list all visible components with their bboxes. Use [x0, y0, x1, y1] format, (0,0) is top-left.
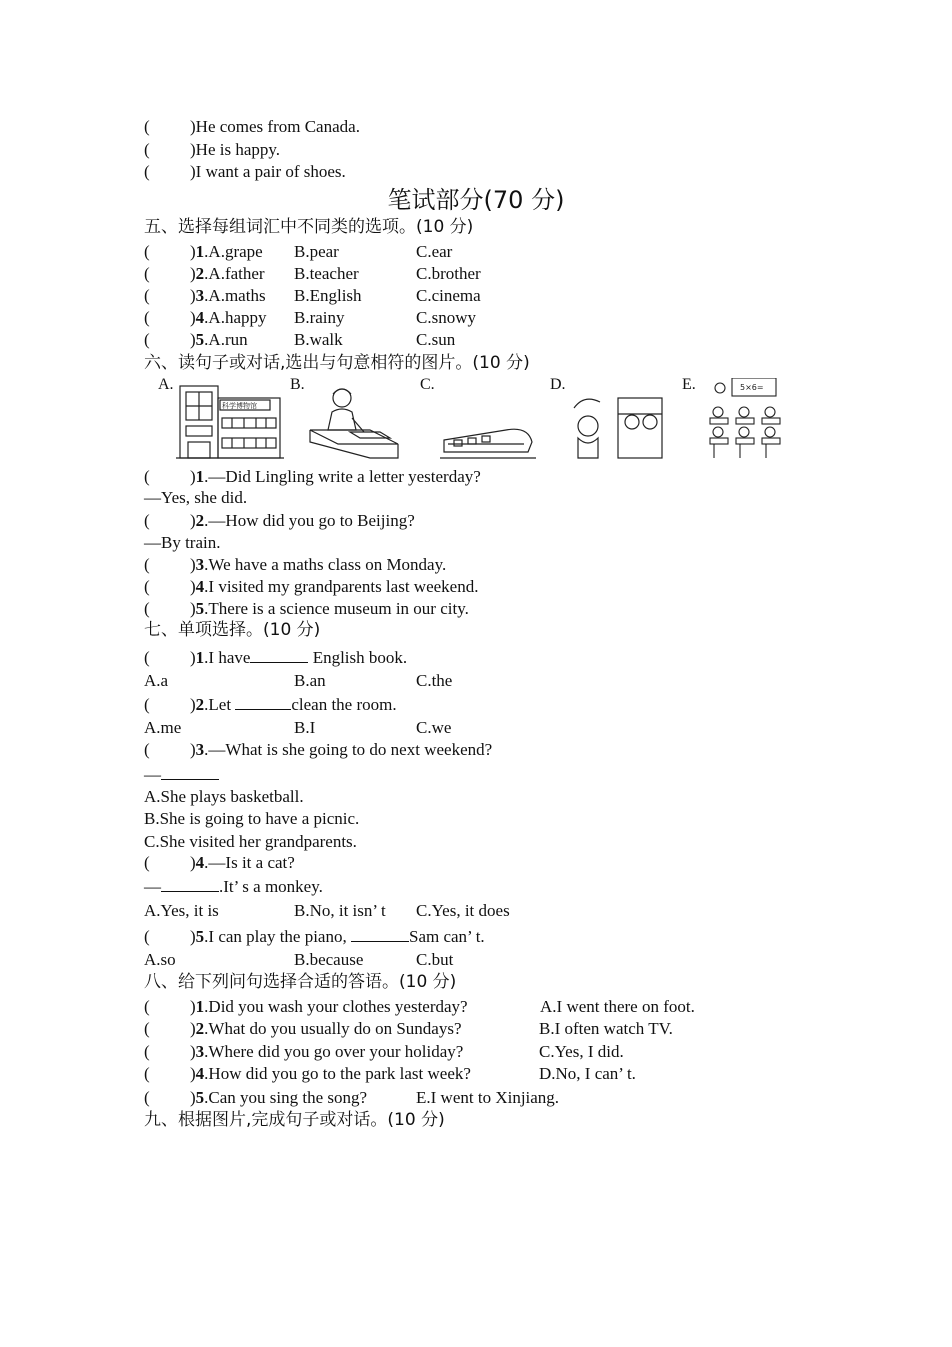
answer-option: C.Yes, I did. — [539, 1042, 624, 1061]
answer-option: E.I went to Xinjiang. — [416, 1088, 560, 1107]
word-group-row — [144, 286, 481, 306]
open-paren: ( — [144, 1088, 150, 1107]
item-number: 5 — [195, 599, 205, 618]
open-paren: ( — [144, 242, 150, 261]
option-b: B.walk — [294, 330, 343, 349]
answer-option: D.No, I can’ t. — [539, 1064, 636, 1083]
match-row — [144, 997, 695, 1017]
picture-label-b: B. — [290, 376, 305, 393]
option-b: B.English — [294, 286, 362, 305]
option-b: B.rainy — [294, 308, 345, 327]
question-text: .Can you sing the song? — [204, 1088, 368, 1107]
close-paren: ) — [190, 264, 196, 283]
match-row — [144, 1064, 636, 1084]
close-paren: ) — [190, 330, 196, 349]
option-c: C.snowy — [416, 308, 476, 327]
dialogue-reply — [144, 533, 221, 553]
close-paren: ) — [190, 467, 196, 486]
item-number: 5 — [195, 1088, 205, 1107]
picture-label-a: A. — [158, 376, 174, 393]
question-7-5: ( )5.I can play the piano, Sam can’ t. — [144, 927, 485, 946]
option-a: .A.happy — [204, 308, 267, 327]
section-8-heading: 八、给下列问句选择合适的答语。(10 分) — [144, 972, 457, 992]
word-group-row — [144, 330, 456, 350]
close-paren: ) — [190, 1064, 196, 1083]
maths-class-picture — [702, 378, 802, 460]
answer-blank — [351, 926, 409, 942]
question-7-2: ( )2.Let clean the room. — [144, 695, 397, 714]
dialogue-reply — [144, 488, 247, 508]
question-text: .How did you go to the park last week? — [204, 1064, 471, 1083]
picture-label-d: D. — [550, 376, 566, 393]
reply-text: —By train. — [144, 533, 221, 552]
answer-line-7-4: — .It’ s a monkey. — [144, 877, 323, 896]
picture-label-e: E. — [682, 376, 696, 393]
question-7-4: ( )4.—Is it a cat? — [144, 853, 295, 872]
open-paren: ( — [144, 286, 150, 305]
open-paren: ( — [144, 511, 150, 530]
close-paren: ) — [190, 555, 196, 574]
word-group-row — [144, 264, 481, 284]
item-number: 4 — [195, 577, 205, 596]
open-paren: ( — [144, 997, 150, 1016]
girl-writing-picture — [306, 378, 402, 460]
item-number: 1 — [195, 467, 205, 486]
open-paren: ( — [144, 308, 150, 327]
option-a: .A.father — [204, 264, 265, 283]
option-c: C.ear — [416, 242, 453, 261]
item-number: 3 — [195, 1042, 205, 1061]
sentence-row — [144, 599, 469, 619]
listening-item: ( )He comes from Canada. — [144, 117, 360, 136]
train-picture — [440, 378, 536, 460]
option-c: C.brother — [416, 264, 481, 283]
open-paren: ( — [144, 555, 150, 574]
answer-line-7-3: — — [144, 764, 219, 785]
open-paren: ( — [144, 1019, 150, 1038]
option-7-3-a: A.She plays basketball. — [144, 787, 304, 806]
sentence-row — [144, 577, 478, 597]
grandparents-visit-picture — [570, 378, 666, 460]
close-paren: ) — [190, 577, 196, 596]
section-9-heading: 九、根据图片,完成句子或对话。(10 分) — [144, 1110, 445, 1130]
reply-text: —Yes, she did. — [144, 488, 248, 507]
section-5-heading: 五、选择每组词汇中不同类的选项。(10 分) — [144, 217, 474, 237]
picture-label-c: C. — [420, 376, 435, 393]
section-6-heading: 六、读句子或对话,选出与句意相符的图片。(10 分) — [144, 353, 530, 373]
close-paren: ) — [190, 286, 196, 305]
open-paren: ( — [144, 264, 150, 283]
match-row — [144, 1019, 673, 1039]
open-paren: ( — [144, 1064, 150, 1083]
option-a: .A.grape — [204, 242, 263, 261]
sentence-row — [144, 467, 481, 487]
sentence-text: .—How did you go to Beijing? — [204, 511, 415, 530]
item-number: 4 — [195, 1064, 205, 1083]
item-number: 3 — [195, 555, 205, 574]
close-paren: ) — [190, 242, 196, 261]
item-number: 1 — [195, 997, 205, 1016]
open-paren: ( — [144, 577, 150, 596]
item-number: 4 — [195, 308, 205, 327]
sentence-row — [144, 511, 415, 531]
option-a: .A.run — [204, 330, 248, 349]
option-b: B.pear — [294, 242, 339, 261]
answer-option: B.I often watch TV. — [539, 1019, 673, 1038]
word-group-row — [144, 308, 476, 328]
answer-blank — [161, 876, 219, 892]
open-paren: ( — [144, 599, 150, 618]
item-number: 2 — [195, 264, 205, 283]
open-paren: ( — [144, 467, 150, 486]
question-7-3: ( )3.—What is she going to do next weekend? — [144, 740, 493, 759]
listening-item: ( )He is happy. — [144, 140, 281, 159]
sentence-text: .We have a maths class on Monday. — [204, 555, 447, 574]
close-paren: ) — [190, 511, 196, 530]
question-text: .What do you usually do on Sundays? — [204, 1019, 462, 1038]
close-paren: ) — [190, 1042, 196, 1061]
match-row — [144, 1088, 560, 1108]
answer-option: A.I went there on foot. — [540, 997, 695, 1016]
match-row — [144, 1042, 624, 1062]
item-number: 3 — [195, 286, 205, 305]
item-number: 2 — [195, 1019, 205, 1038]
close-paren: ) — [190, 308, 196, 327]
sentence-row — [144, 555, 446, 575]
sentence-text: .—Did Lingling write a letter yesterday? — [204, 467, 481, 486]
section-7-heading: 七、单项选择。(10 分) — [144, 620, 321, 640]
open-paren: ( — [144, 330, 150, 349]
question-7-1: ( )1.I have English book. — [144, 648, 408, 667]
option-a: .A.maths — [204, 286, 266, 305]
option-7-3-b: B.She is going to have a picnic. — [144, 809, 360, 828]
museum-sign: 科学博物馆 — [222, 402, 257, 410]
item-number: 5 — [195, 330, 205, 349]
sentence-text: .I visited my grandparents last weekend. — [204, 577, 479, 596]
written-part-title: 笔试部分(70 分) — [387, 186, 565, 214]
word-group-row — [144, 242, 453, 262]
item-number: 1 — [195, 242, 205, 261]
answer-blank — [161, 764, 219, 780]
listening-item: ( )I want a pair of shoes. — [144, 162, 346, 181]
sentence-text: .There is a science museum in our city. — [204, 599, 469, 618]
item-number: 2 — [195, 511, 205, 530]
open-paren: ( — [144, 1042, 150, 1061]
option-c: C.sun — [416, 330, 456, 349]
close-paren: ) — [190, 997, 196, 1016]
museum-picture — [176, 378, 284, 460]
close-paren: ) — [190, 1019, 196, 1038]
question-text: .Did you wash your clothes yesterday? — [204, 997, 468, 1016]
close-paren: ) — [190, 599, 196, 618]
option-b: B.teacher — [294, 264, 359, 283]
option-c: C.cinema — [416, 286, 481, 305]
answer-blank — [235, 694, 291, 710]
board-text: 5×6= — [740, 383, 764, 392]
option-7-3-c: C.She visited her grandparents. — [144, 832, 357, 851]
answer-blank — [250, 647, 308, 663]
close-paren: ) — [190, 1088, 196, 1107]
question-text: .Where did you go over your holiday? — [204, 1042, 464, 1061]
